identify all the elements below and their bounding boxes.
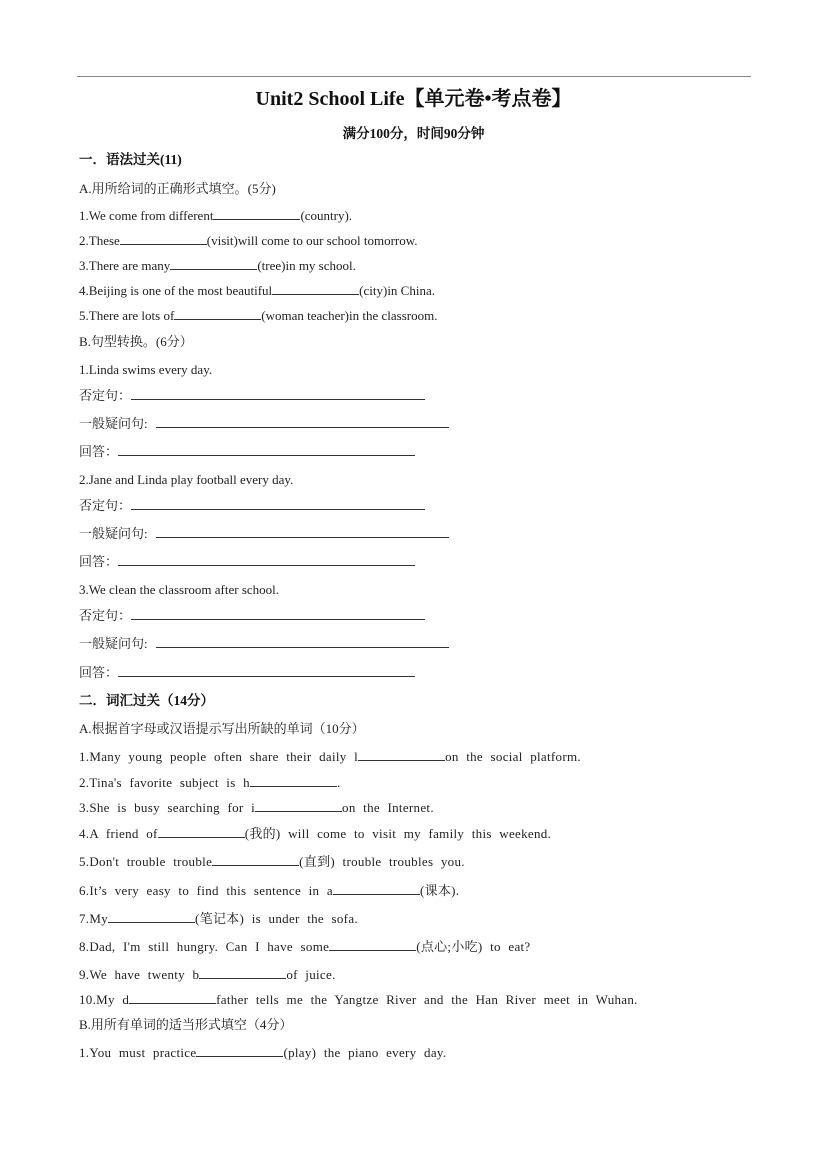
- answer-blank[interactable]: [255, 799, 342, 812]
- question-item: 4.A friend of (我的) will come to visit my family this weekend.: [79, 826, 552, 841]
- answer-blank[interactable]: [329, 938, 416, 951]
- answer-blank[interactable]: [120, 232, 207, 245]
- answer-blank[interactable]: [118, 443, 415, 456]
- answer-blank[interactable]: [174, 307, 261, 320]
- part-instruction: A.用所给词的正确形式填空。(5分): [79, 181, 276, 196]
- question-item: 7.My (笔记本) is under the sofa.: [79, 911, 358, 926]
- answer-blank[interactable]: [250, 774, 337, 787]
- answer-blank[interactable]: [158, 825, 245, 838]
- source-sentence: 1.Linda swims every day.: [79, 362, 213, 377]
- rewrite-row: 否定句：: [79, 497, 425, 515]
- answer-blank[interactable]: [333, 882, 420, 895]
- answer-blank[interactable]: [156, 415, 449, 428]
- answer-blank[interactable]: [272, 282, 359, 295]
- rewrite-row: 一般疑问句:: [79, 525, 449, 543]
- section-heading: 二．词汇过关（14分）: [79, 693, 214, 708]
- question-item: 3.She is busy searching for i on the Internet.: [79, 800, 434, 815]
- rewrite-row: 回答：: [79, 664, 415, 682]
- page-title: Unit2 School Life【单元卷•考点卷】: [255, 88, 572, 110]
- answer-blank[interactable]: [213, 207, 300, 220]
- answer-blank[interactable]: [118, 664, 415, 677]
- question-item: 2.These (visit)will come to our school tomorrow.: [79, 233, 418, 248]
- rewrite-row: 回答：: [79, 553, 415, 571]
- section-heading: 一．语法过关(11): [79, 152, 182, 167]
- answer-blank[interactable]: [170, 257, 257, 270]
- answer-blank[interactable]: [108, 910, 195, 923]
- answer-blank[interactable]: [131, 387, 425, 400]
- question-item: 8.Dad, I'm still hungry. Can I have some (点心;小吃) to eat?: [79, 939, 531, 954]
- question-item: 5.There are lots of (woman teacher)in the classroom.: [79, 308, 438, 323]
- page-subtitle: 满分100分，时间90分钟: [342, 126, 485, 141]
- answer-blank[interactable]: [118, 553, 415, 566]
- question-item: 1.You must practice (play) the piano every day.: [79, 1045, 447, 1060]
- source-sentence: 2.Jane and Linda play football every day.: [79, 472, 294, 487]
- rewrite-row: 否定句：: [79, 607, 425, 625]
- question-item: 10.My d father tells me the Yangtze River and the Han River meet in Wuhan.: [79, 992, 638, 1007]
- answer-blank[interactable]: [358, 748, 445, 761]
- question-item: 2.Tina's favorite subject is h .: [79, 775, 341, 790]
- rewrite-row: 否定句：: [79, 387, 425, 405]
- question-item: 9.We have twenty b of juice.: [79, 967, 336, 982]
- question-item: 1.Many young people often share their daily l on the social platform.: [79, 749, 581, 764]
- part-instruction: A.根据首字母或汉语提示写出所缺的单词（10分）: [79, 721, 365, 736]
- question-item: 5.Don't trouble trouble (直到) trouble troubles you.: [79, 854, 465, 869]
- answer-blank[interactable]: [196, 1044, 283, 1057]
- question-item: 3.There are many (tree)in my school.: [79, 258, 356, 273]
- question-item: 6.It’s very easy to find this sentence in a (课本).: [79, 883, 460, 898]
- rewrite-row: 一般疑问句:: [79, 415, 449, 433]
- header-rule: [77, 76, 751, 77]
- part-instruction: B.用所有单词的适当形式填空（4分）: [79, 1017, 293, 1032]
- answer-blank[interactable]: [131, 607, 425, 620]
- answer-blank[interactable]: [156, 635, 449, 648]
- part-instruction: B.句型转换。(6分）: [79, 334, 193, 349]
- answer-blank[interactable]: [156, 525, 449, 538]
- source-sentence: 3.We clean the classroom after school.: [79, 582, 280, 597]
- rewrite-row: 回答：: [79, 443, 415, 461]
- rewrite-row: 一般疑问句:: [79, 635, 449, 653]
- answer-blank[interactable]: [199, 966, 286, 979]
- question-item: 1.We come from different (country).: [79, 208, 353, 223]
- answer-blank[interactable]: [212, 853, 299, 866]
- answer-blank[interactable]: [129, 991, 216, 1004]
- answer-blank[interactable]: [131, 497, 425, 510]
- question-item: 4.Beijing is one of the most beautiful (city)in China.: [79, 283, 435, 298]
